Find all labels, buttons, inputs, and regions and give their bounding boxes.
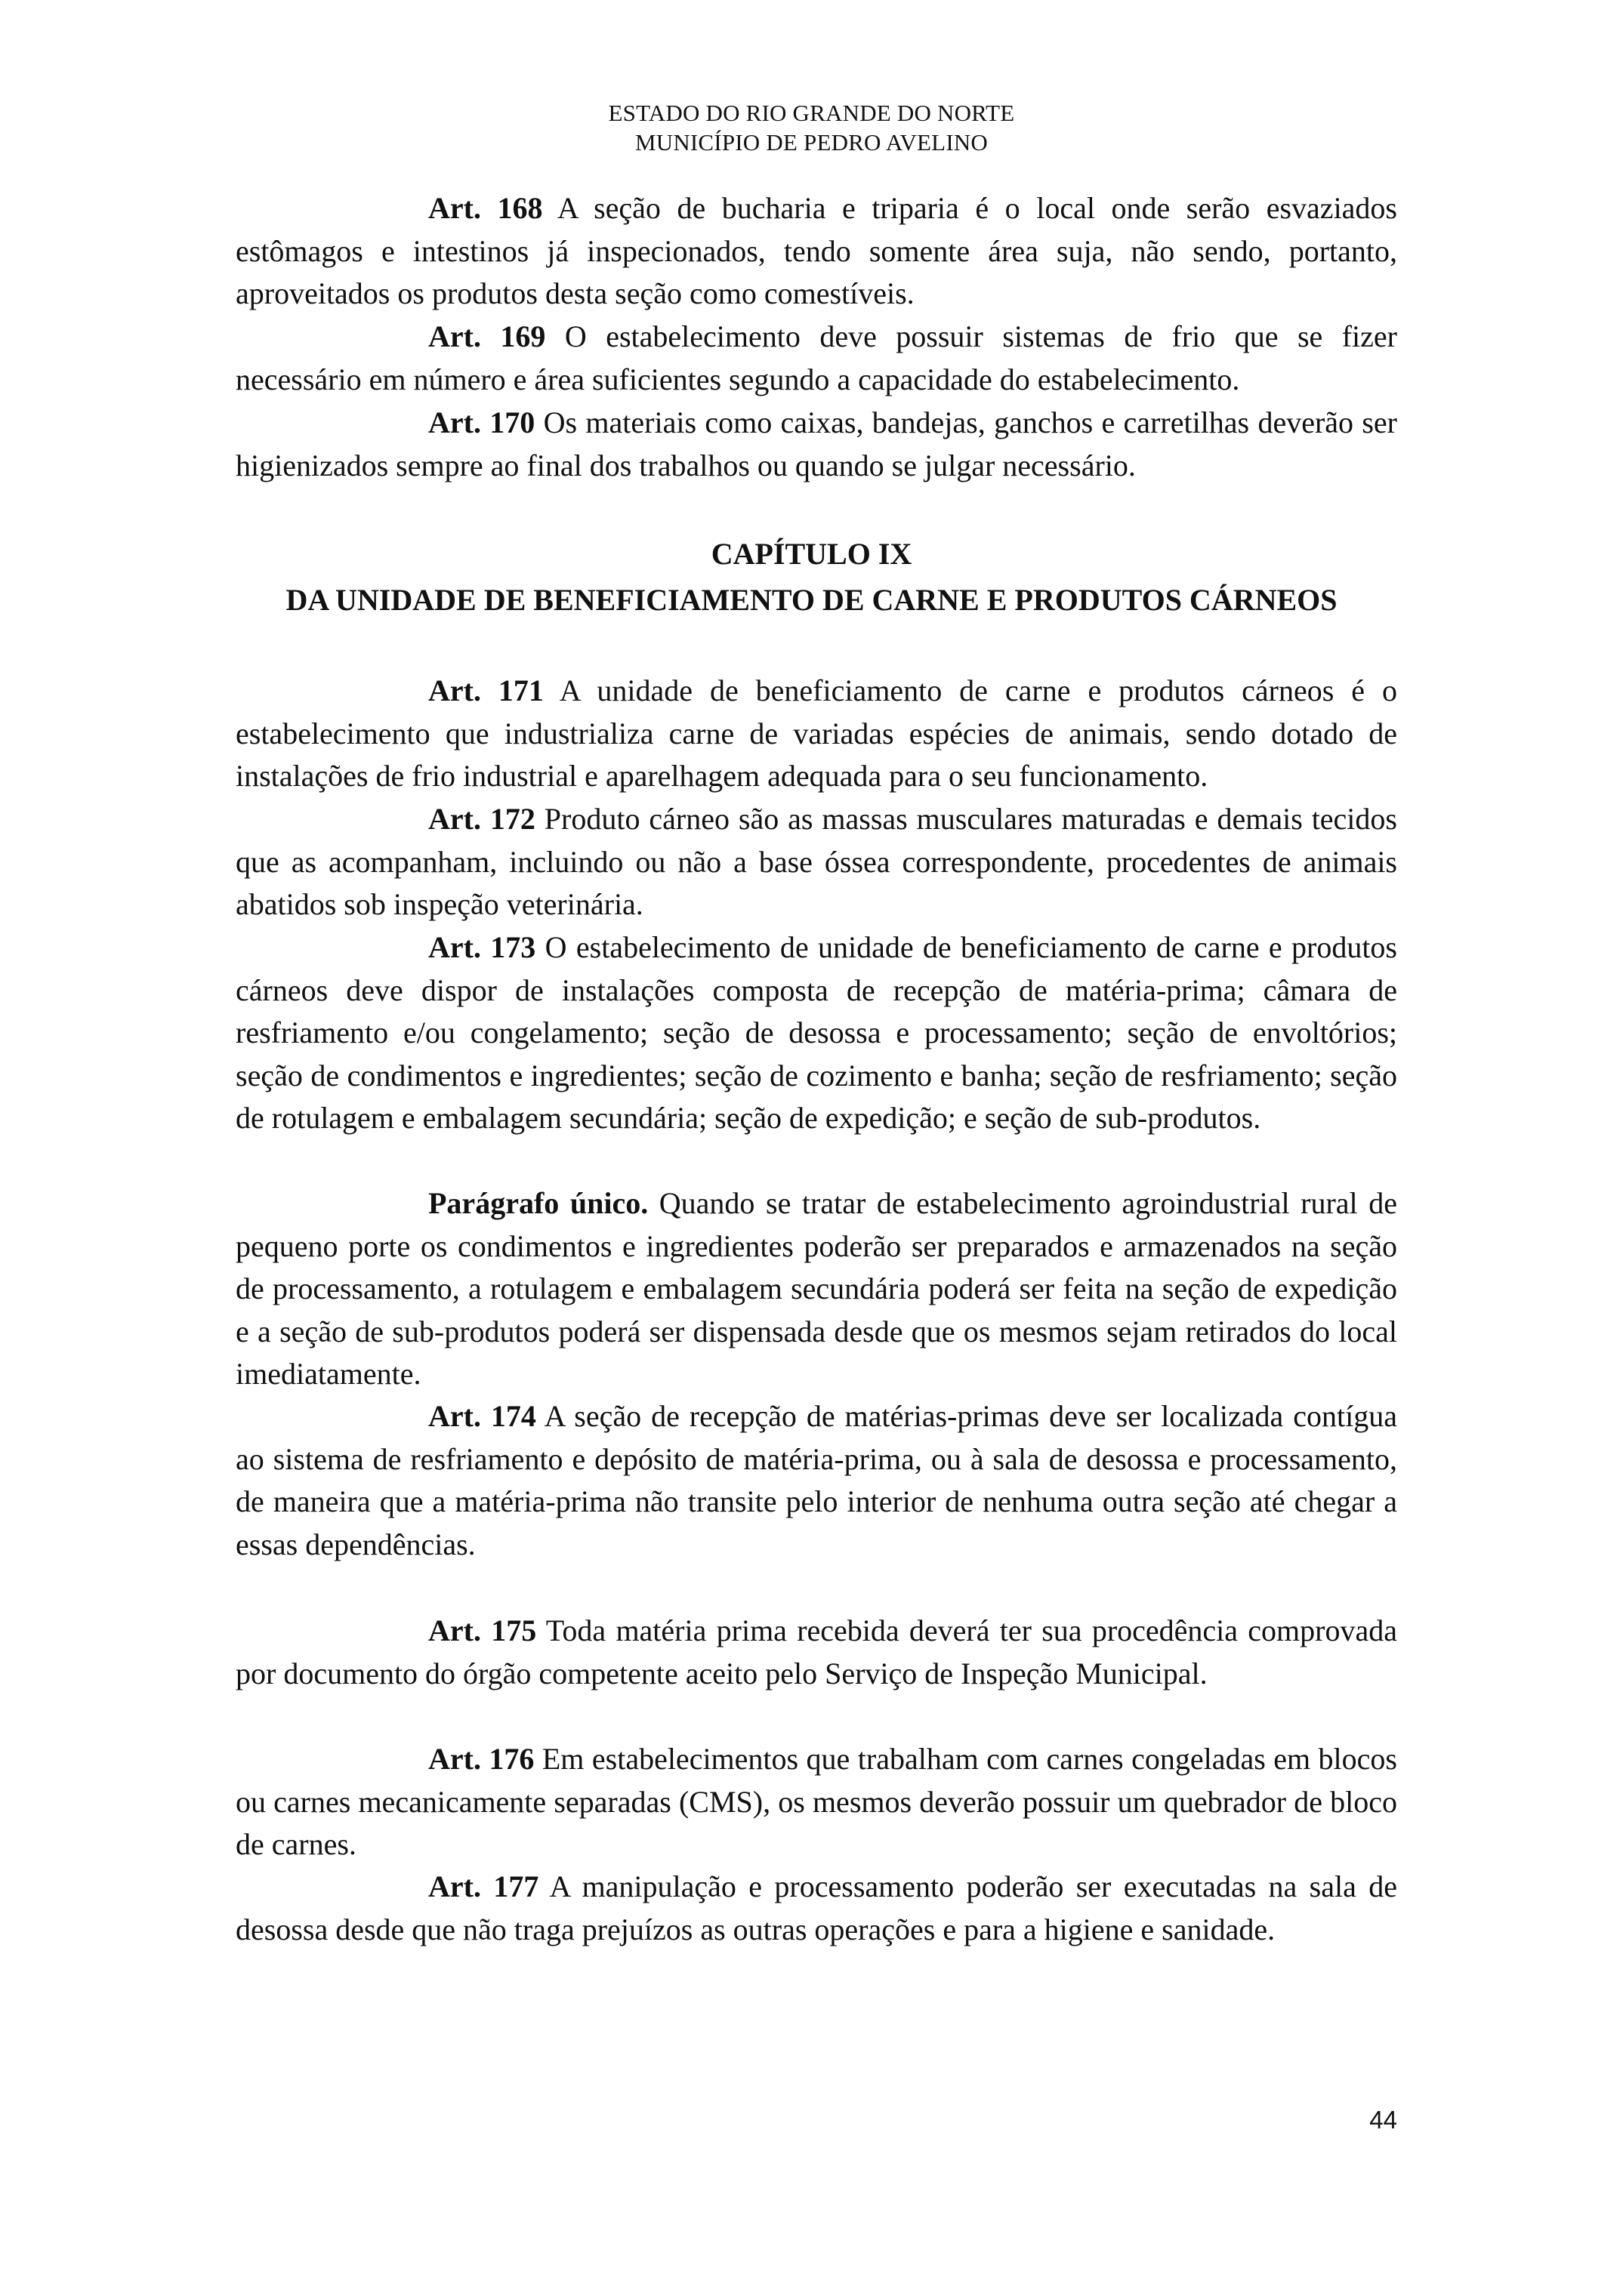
article-text: A seção de bucharia e triparia é o local onde serão esvaziados estômagos e intestinos já inspecionados, tendo somente área suja, não sendo, portanto, aproveitados os produtos desta seção como comestíveis. (236, 191, 1397, 310)
article-label: Art. 174 (428, 1399, 536, 1433)
chapter-number: CAPÍTULO IX (711, 537, 912, 571)
article-text: O estabelecimento deve possuir sistemas de frio que se fizer necessário em número e área suficientes segundo a capacidade do estabelecimento. (236, 319, 1397, 396)
paragraph-text: Quando se tratar de estabelecimento agroindustrial rural de pequeno porte os condimentos e ingredientes poderão ser preparados e armazenados na seção de processamento, a rotulagem e embalagem secundária poderá ser feita na seção de expedição e a seção de sub-produtos poderá ser dispensada desde que os mesmos sejam retirados do local imediatamente. (236, 1186, 1397, 1391)
article-text: Toda matéria prima recebida deverá ter sua procedência comprovada por documento do órgão competente aceito pelo Serviço de Inspeção Municipal. (236, 1613, 1397, 1690)
article-175 (236, 1610, 1397, 1695)
header-state: ESTADO DO RIO GRANDE DO NORTE (608, 100, 1015, 126)
article-174 (236, 1395, 1397, 1566)
article-170 (236, 402, 1397, 487)
paragraph-unico (236, 1182, 1397, 1396)
article-text: Os materiais como caixas, bandejas, ganchos e carretilhas deverão ser higienizados sempre ao final dos trabalhos ou quando se julgar necessário. (236, 405, 1397, 482)
article-text: Em estabelecimentos que trabalham com carnes congeladas em blocos ou carnes mecanicamente separadas (CMS), os mesmos deverão possuir um quebrador de bloco de carnes. (236, 1742, 1397, 1861)
paragraph-label: Parágrafo único. (428, 1186, 649, 1220)
article-176 (236, 1738, 1397, 1866)
article-label: Art. 169 (428, 319, 546, 353)
article-label: Art. 173 (428, 930, 536, 964)
article-text: Produto cárneo são as massas musculares maturadas e demais tecidos que as acompanham, incluindo ou não a base óssea correspondente, procedentes de animais abatidos sob inspeção veterinária. (236, 802, 1397, 921)
article-text: A manipulação e processamento poderão ser executadas na sala de desossa desde que não traga prejuízos as outras operações e para a higiene e sanidade. (236, 1869, 1397, 1946)
page-number: 44 (1369, 2106, 1397, 2134)
article-172 (236, 798, 1397, 926)
header-municipality: MUNICÍPIO DE PEDRO AVELINO (634, 129, 989, 156)
chapter-title: DA UNIDADE DE BENEFICIAMENTO DE CARNE E PRODUTOS CÁRNEOS (285, 583, 1338, 617)
article-text: A seção de recepção de matérias-primas deve ser localizada contígua ao sistema de resfriamento e depósito de matéria-prima, ou à sala de desossa e processamento, de maneira que a matéria-prima não transite pelo interior de nenhuma outra seção até chegar a essas dependências. (236, 1399, 1397, 1561)
article-label: Art. 170 (428, 405, 535, 439)
article-label: Art. 168 (428, 191, 543, 225)
article-text: A unidade de beneficiamento de carne e produtos cárneos é o estabelecimento que industrializa carne de variadas espécies de animais, sendo dotado de instalações de frio industrial e aparelhagem adequada para o seu funcionamento. (236, 673, 1397, 793)
article-169 (236, 316, 1397, 401)
article-173 (236, 926, 1397, 1140)
article-177 (236, 1866, 1397, 1951)
article-text: O estabelecimento de unidade de beneficiamento de carne e produtos cárneos deve dispor de instalações composta de recepção de matéria-prima; câmara de resfriamento e/ou congelamento; seção de desossa e processamento; seção de envoltórios; seção de condimentos e ingredientes; seção de cozimento e banha; seção de resfriamento; seção de rotulagem e embalagem secundária; seção de expedição; e seção de sub-produtos. (236, 930, 1397, 1135)
article-168 (236, 187, 1397, 316)
article-label: Art. 175 (428, 1613, 537, 1647)
article-label: Art. 172 (428, 802, 535, 836)
article-label: Art. 177 (428, 1869, 539, 1903)
article-171 (236, 670, 1397, 798)
article-label: Art. 176 (428, 1742, 535, 1776)
article-label: Art. 171 (428, 673, 544, 707)
